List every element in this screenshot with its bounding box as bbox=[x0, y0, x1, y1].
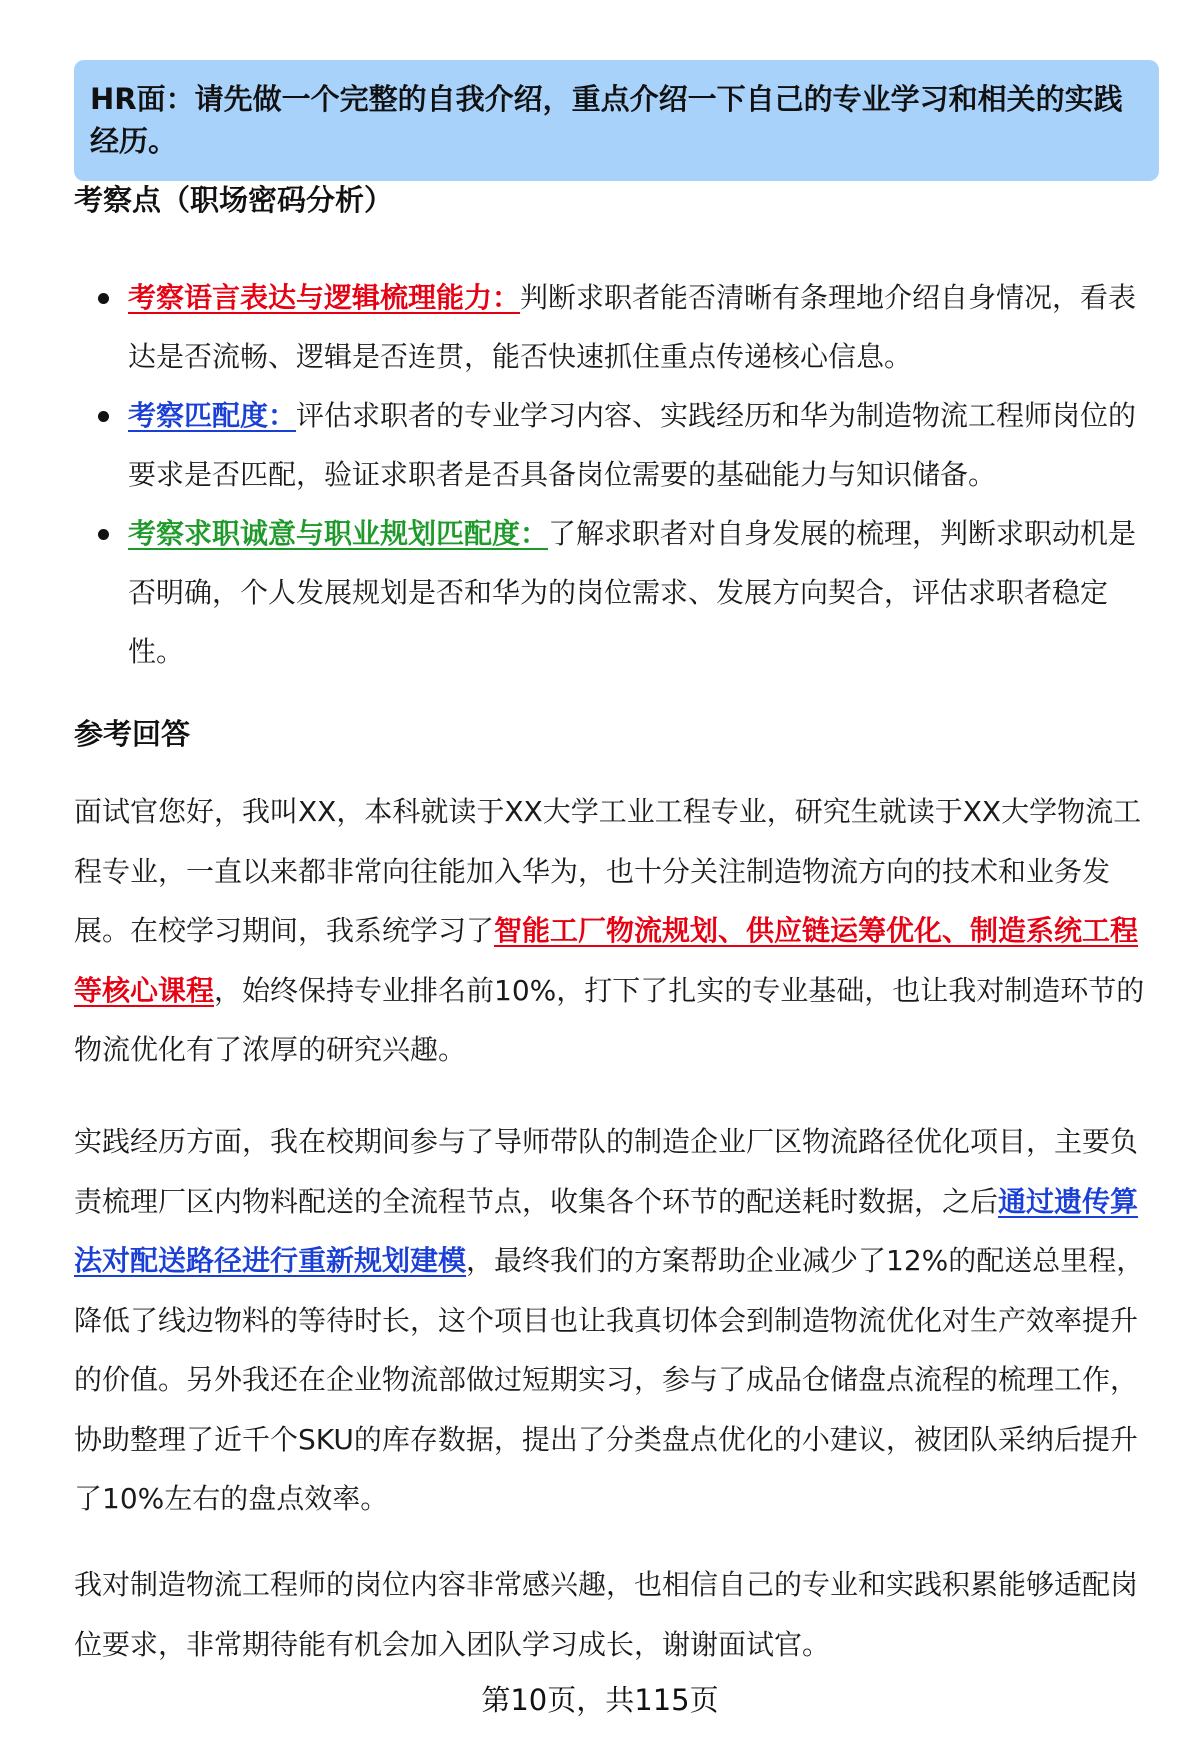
point-key: 考察语言表达与逻辑梳理能力： bbox=[128, 281, 521, 314]
point-text: 判断求职者能否清晰有条理地介绍自身情况，看表达是否流畅、逻辑是否连贯，能否快速抓住重点传递核心信息。 bbox=[128, 281, 1137, 373]
point-key: 考察匹配度： bbox=[128, 399, 297, 432]
bullet-icon bbox=[98, 293, 109, 304]
answer-text: 实践经历方面，我在校期间参与了导师带队的制造企业厂区物流路径优化项目，主要负责梳理厂区内物料配送的全流程节点，收集各个环节的配送耗时数据，之后 bbox=[74, 1125, 1139, 1218]
answer-highlight: 智能工厂物流规划、供应链运筹优化、制造系统工程等核心课程 bbox=[74, 914, 1139, 1007]
points-list bbox=[74, 268, 1159, 681]
question-box bbox=[74, 60, 1159, 181]
answer-paragraph-3 bbox=[74, 1555, 1159, 1674]
list-item bbox=[74, 504, 1159, 681]
page-number: 第10页，共115页 bbox=[481, 1683, 719, 1717]
answer-highlight: 通过遗传算法对配送路径进行重新规划建模 bbox=[74, 1184, 1139, 1277]
answer-text: ，最终我们的方案帮助企业减少了12%的配送总里程，降低了线边物料的等待时长，这个项目也让我真切体会到制造物流优化对生产效率提升的价值。另外我还在企业物流部做过短期实习，参与了成品仓储盘点流程的梳理工作，协助整理了近千个SKU的库存数据，提出了分类盘点优化的小建议，被团队采纳后提升了10%左右的盘点效率。 bbox=[74, 1244, 1145, 1515]
answer-text: 我对制造物流工程师的岗位内容非常感兴趣，也相信自己的专业和实践积累能够适配岗位要求，非常期待能有机会加入团队学习成长，谢谢面试官。 bbox=[74, 1568, 1139, 1661]
answer-text: ，始终保持专业排名前10%，打下了扎实的专业基础，也让我对制造环节的物流优化有了浓厚的研究兴趣。 bbox=[74, 973, 1145, 1066]
point-key: 考察求职诚意与职业规划匹配度： bbox=[128, 517, 549, 550]
points-heading: 考察点（职场密码分析） bbox=[74, 183, 394, 217]
list-item bbox=[74, 268, 1159, 386]
point-text: 了解求职者对自身发展的梳理，判断求职动机是否明确，个人发展规划是否和华为的岗位需求、发展方向契合，评估求职者稳定性。 bbox=[128, 517, 1137, 668]
bullet-icon bbox=[98, 529, 109, 540]
answer-text: 面试官您好，我叫XX，本科就读于XX大学工业工程专业，研究生就读于XX大学物流工程专业，一直以来都非常向往能加入华为，也十分关注制造物流方向的技术和业务发展。在校学习期间，我系统学习了 bbox=[74, 795, 1142, 947]
point-text: 评估求职者的专业学习内容、实践经历和华为制造物流工程师岗位的要求是否匹配，验证求职者是否具备岗位需要的基础能力与知识储备。 bbox=[128, 399, 1137, 491]
bullet-icon bbox=[98, 411, 109, 422]
answer-paragraph-1 bbox=[74, 782, 1159, 1080]
answer-paragraph-2 bbox=[74, 1112, 1159, 1529]
list-item bbox=[74, 386, 1159, 504]
question-text: HR面：请先做一个完整的自我介绍，重点介绍一下自己的专业学习和相关的实践经历。 bbox=[90, 82, 1123, 158]
answer-heading: 参考回答 bbox=[74, 717, 191, 751]
